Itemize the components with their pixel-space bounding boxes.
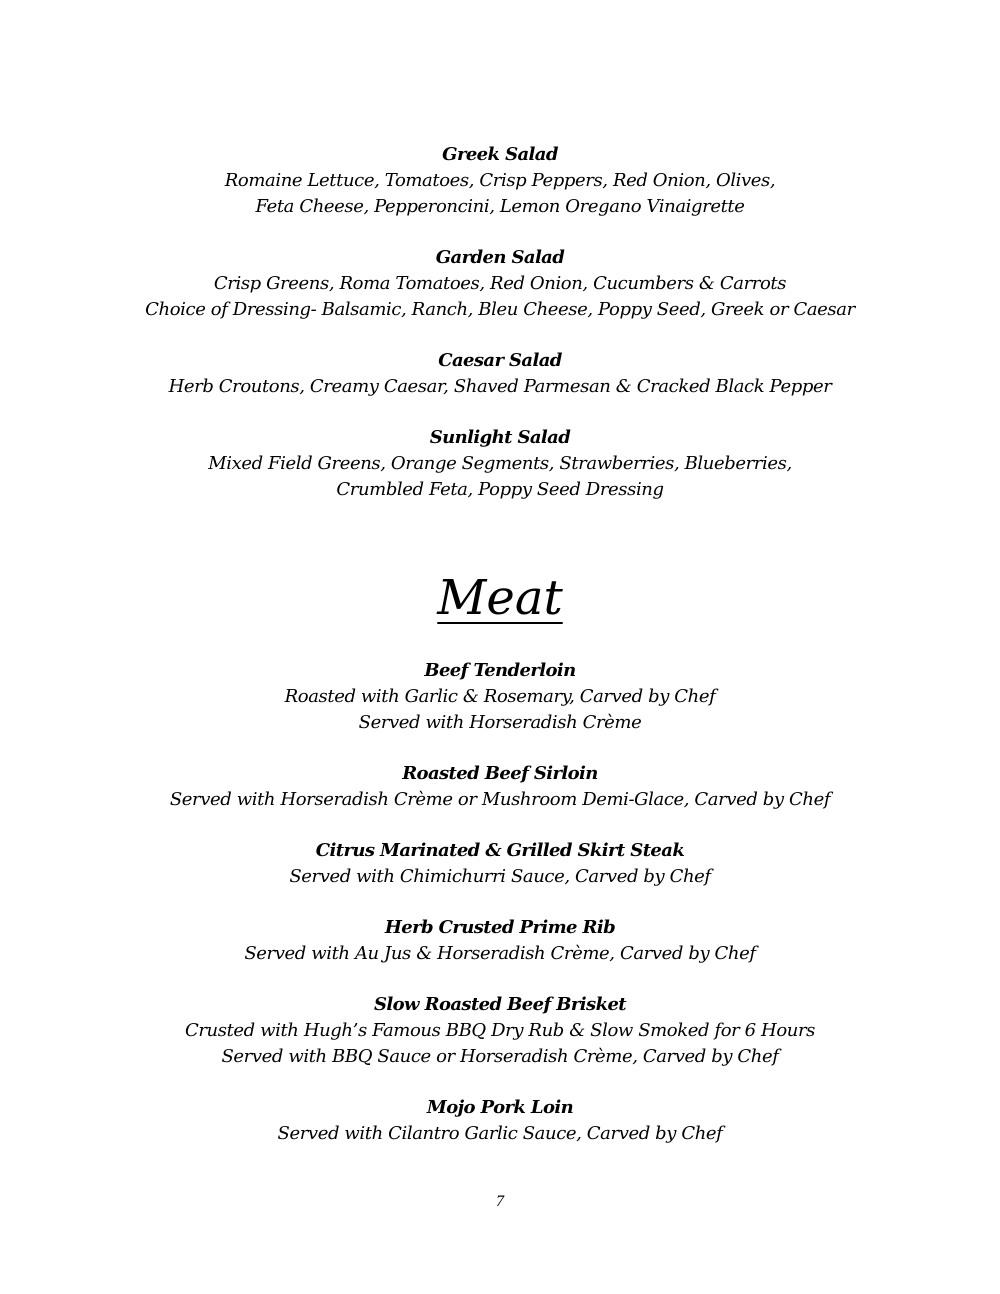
- item-description: Served with Horseradish Crème: [358, 712, 642, 733]
- item-description: Herb Croutons, Creamy Caesar, Shaved Parmesan & Cracked Black Pepper: [168, 376, 832, 397]
- menu-item: [0, 658, 1000, 736]
- item-description: Served with Cilantro Garlic Sauce, Carved by Chef: [277, 1123, 723, 1144]
- item-name: Sunlight Salad: [429, 427, 571, 448]
- item-description: Mixed Field Greens, Orange Segments, Strawberries, Blueberries,: [208, 453, 792, 474]
- item-description: Served with Chimichurri Sauce, Carved by Chef: [289, 866, 711, 887]
- menu-item: [0, 1095, 1000, 1147]
- page-number: 7: [496, 1193, 504, 1210]
- menu-item: [0, 425, 1000, 503]
- salads-section: [0, 142, 1000, 528]
- item-name: Caesar Salad: [438, 350, 562, 371]
- menu-item: [0, 992, 1000, 1070]
- menu-item: [0, 761, 1000, 813]
- menu-item: [0, 245, 1000, 323]
- item-description: Served with BBQ Sauce or Horseradish Crème, Carved by Chef: [221, 1046, 779, 1067]
- menu-item: [0, 838, 1000, 890]
- menu-item: [0, 915, 1000, 967]
- item-description: Roasted with Garlic & Rosemary, Carved by Chef: [284, 686, 716, 707]
- item-name: Beef Tenderloin: [424, 660, 576, 681]
- item-description: Served with Au Jus & Horseradish Crème, Carved by Chef: [244, 943, 756, 964]
- item-description: Crusted with Hugh’s Famous BBQ Dry Rub & Slow Smoked for 6 Hours: [184, 1020, 816, 1041]
- item-name: Herb Crusted Prime Rib: [384, 917, 616, 938]
- menu-item: [0, 142, 1000, 220]
- item-name: Citrus Marinated & Grilled Skirt Steak: [315, 840, 685, 861]
- item-name: Mojo Pork Loin: [426, 1097, 574, 1118]
- meat-section: [0, 658, 1000, 1172]
- item-name: Greek Salad: [442, 144, 558, 165]
- menu-item: [0, 348, 1000, 400]
- item-description: Crumbled Feta, Poppy Seed Dressing: [336, 479, 664, 500]
- item-description: Choice of Dressing- Balsamic, Ranch, Bleu Cheese, Poppy Seed, Greek or Caesar: [145, 299, 855, 320]
- item-description: Feta Cheese, Pepperoncini, Lemon Oregano Vinaigrette: [255, 196, 745, 217]
- item-description: Served with Horseradish Crème or Mushroom Demi-Glace, Carved by Chef: [169, 789, 831, 810]
- item-name: Garden Salad: [435, 247, 565, 268]
- item-description: Crisp Greens, Roma Tomatoes, Red Onion, Cucumbers & Carrots: [213, 273, 787, 294]
- section-title: Meat: [437, 570, 563, 626]
- item-name: Slow Roasted Beef Brisket: [373, 994, 627, 1015]
- meat-heading: [0, 568, 1000, 628]
- item-description: Romaine Lettuce, Tomatoes, Crisp Peppers, Red Onion, Olives,: [224, 170, 776, 191]
- item-name: Roasted Beef Sirloin: [402, 763, 598, 784]
